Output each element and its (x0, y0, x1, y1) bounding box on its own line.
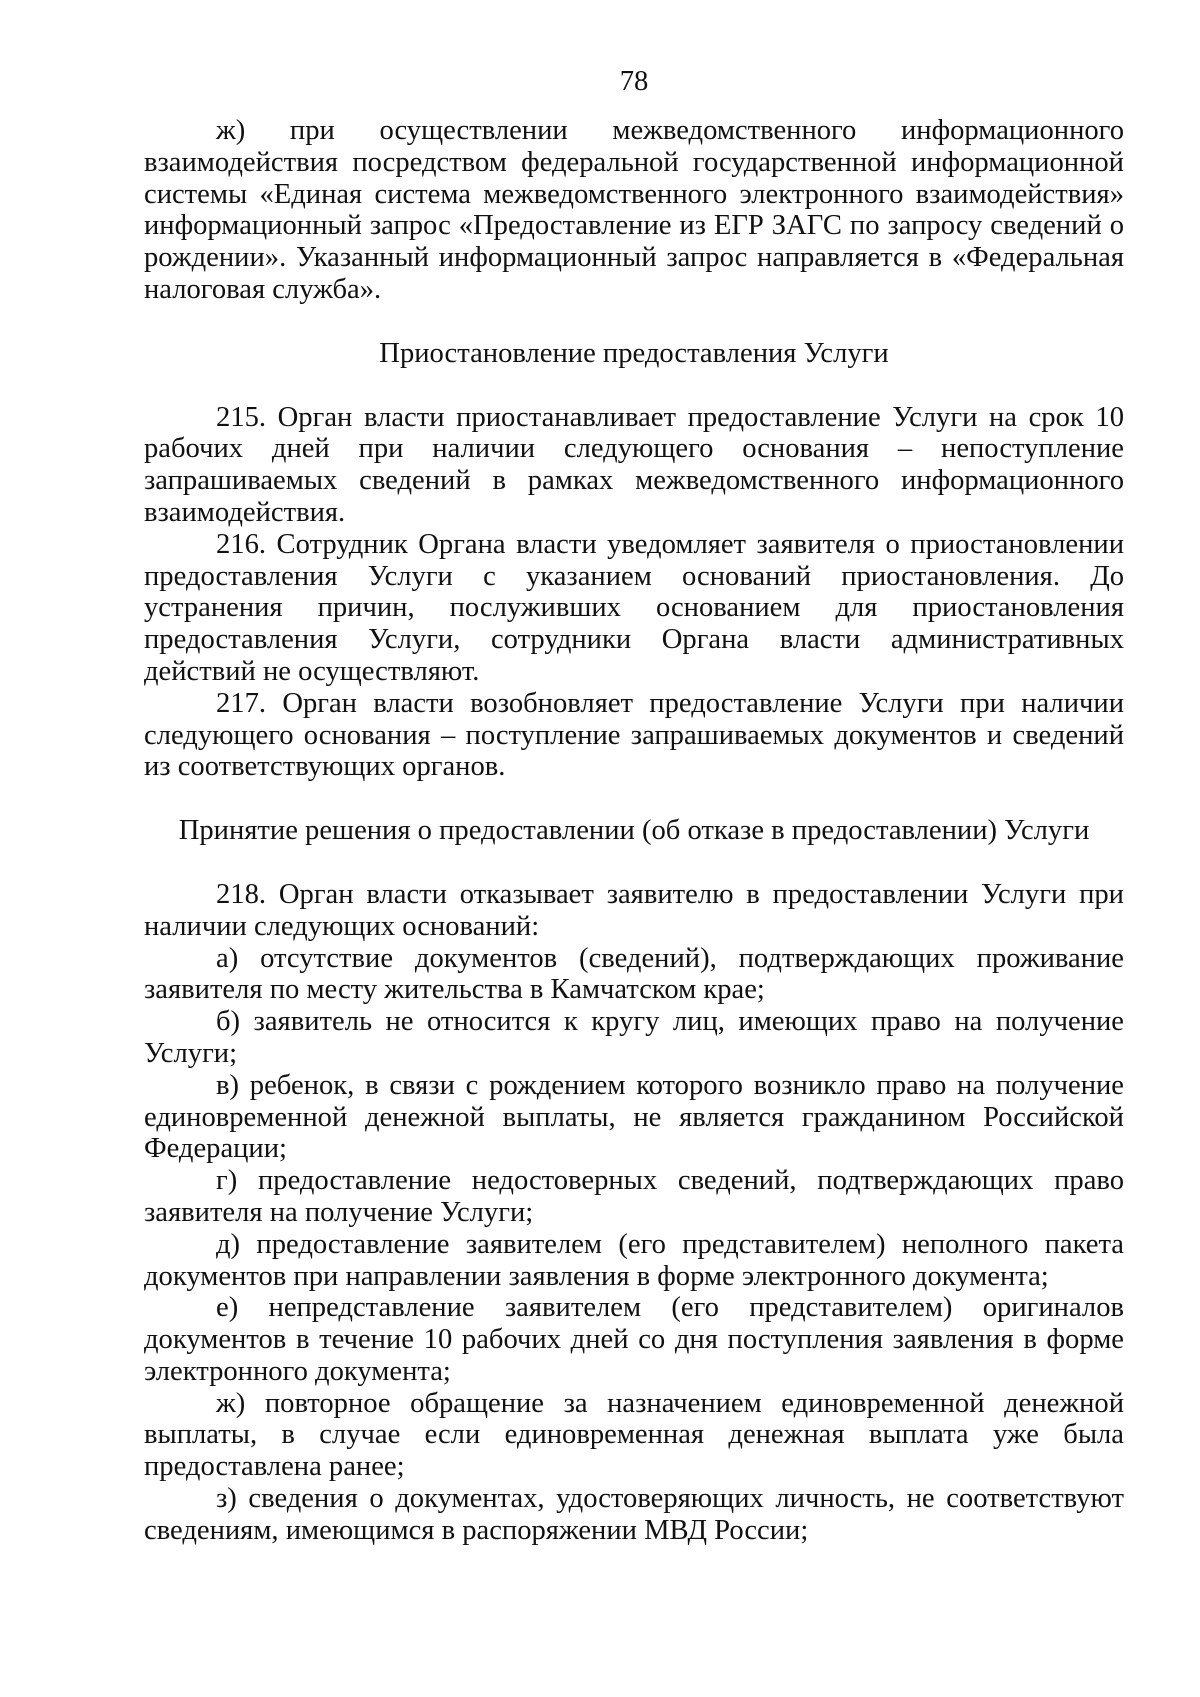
top-section (144, 115, 1124, 306)
list-item-d: д) предоставление заявителем (его представителем) неполного пакета документов при направлении заявления в форме электронного документа; (144, 1228, 1124, 1292)
list-item-z: з) сведения о документах, удостоверяющих личность, не соответствуют сведениям, имеющимся в распоряжении МВД России; (144, 1483, 1124, 1546)
page-number: 78 (619, 66, 649, 97)
paragraph-215: 215. Орган власти приостанавливает предоставление Услуги на срок 10 рабочих дней при наличии следующего основания – непоступление запрашиваемых сведений в рамках межведомственного информационного взаимодействия. (144, 401, 1124, 528)
paragraph-218: 218. Орган власти отказывает заявителю в предоставлении Услуги при наличии следующих оснований: (144, 878, 1124, 942)
list-item-g: г) предоставление недостоверных сведений, подтверждающих право заявителя на получение Услуги; (144, 1165, 1124, 1228)
paragraph-217: 217. Орган власти возобновляет предоставление Услуги при наличии следующего основания – поступление запрашиваемых документов и сведений из соответствующих органов. (144, 687, 1124, 783)
list-item-b: б) заявитель не относится к кругу лиц, имеющих право на получение Услуги; (144, 1006, 1124, 1069)
list-item-v: в) ребенок, в связи с рождением которого возникло право на получение единовременной денежной выплаты, не является гражданином Российской Федерации; (144, 1069, 1124, 1165)
list-item-e: е) непредставление заявителем (его представителем) оригиналов документов в течение 10 рабочих дней со дня поступления заявления в форме электронного документа; (144, 1292, 1124, 1387)
decision-section (144, 879, 1124, 1547)
suspension-section (144, 402, 1124, 784)
document-page (144, 66, 1124, 1547)
list-item-zh: ж) повторное обращение за назначением единовременной денежной выплаты, в случае если единовременная денежная выплата уже была предоставлена ранее; (144, 1387, 1124, 1483)
section-heading-suspension: Приостановление предоставления Услуги (379, 337, 889, 369)
paragraph-zh-smev: ж) при осуществлении межведомственного информационного взаимодействия посредством федеральной государственной информационной системы «Единая система межведомственного электронного взаимодействия» информационный запрос «Предоставление из ЕГР ЗАГС по запросу сведений о рождении». Указанный информационный запрос направляется в «Федеральная налоговая служба». (144, 115, 1124, 305)
list-item-a: а) отсутствие документов (сведений), подтверждающих проживание заявителя по месту жительства в Камчатском крае; (144, 942, 1124, 1006)
section-heading-decision: Принятие решения о предоставлении (об отказе в предоставлении) Услуги (178, 815, 1090, 847)
paragraph-216: 216. Сотрудник Органа власти уведомляет заявителя о приостановлении предоставления Услуги с указанием оснований приостановления. До устранения причин, послуживших основанием для приостановления предоставления Услуги, сотрудники Органа власти административных действий не осуществляют. (144, 528, 1124, 687)
